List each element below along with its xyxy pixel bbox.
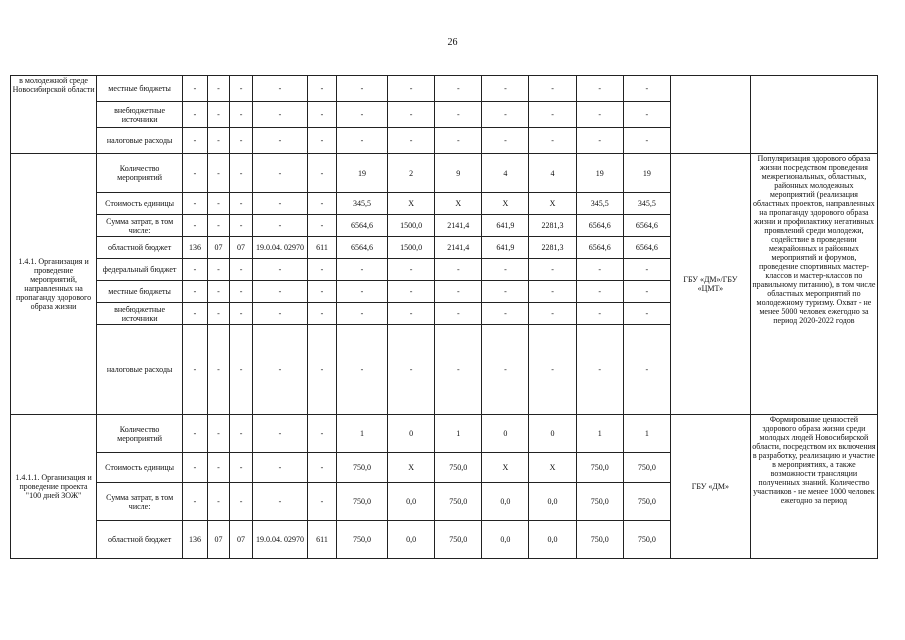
row-label-cell: налоговые расходы bbox=[97, 325, 183, 415]
value-cell: 611 bbox=[308, 237, 337, 259]
value-cell: - bbox=[230, 102, 253, 128]
value-cell: - bbox=[336, 325, 387, 415]
value-cell: - bbox=[529, 325, 576, 415]
value-cell: - bbox=[183, 453, 208, 483]
value-cell: 0,0 bbox=[482, 521, 529, 559]
value-cell: - bbox=[336, 128, 387, 154]
value-cell: - bbox=[308, 453, 337, 483]
value-cell: 4 bbox=[482, 154, 529, 193]
value-cell: - bbox=[183, 128, 208, 154]
value-cell: 750,0 bbox=[435, 483, 482, 521]
value-cell: - bbox=[308, 483, 337, 521]
value-cell: - bbox=[207, 483, 230, 521]
row-label-cell: федеральный бюджет bbox=[97, 259, 183, 281]
row-label-cell: внебюджетные источники bbox=[97, 102, 183, 128]
value-cell: - bbox=[388, 76, 435, 102]
event-name-cell: в молодежной среде Новосибирской области bbox=[11, 76, 97, 154]
value-cell: 6564,6 bbox=[576, 237, 623, 259]
row-label-cell: внебюджетные источники bbox=[97, 303, 183, 325]
value-cell: - bbox=[252, 325, 307, 415]
value-cell: - bbox=[623, 325, 670, 415]
value-cell: - bbox=[207, 259, 230, 281]
value-cell: 136 bbox=[183, 237, 208, 259]
value-cell: 750,0 bbox=[623, 453, 670, 483]
value-cell: 1 bbox=[435, 415, 482, 453]
value-cell: - bbox=[252, 154, 307, 193]
value-cell: - bbox=[183, 76, 208, 102]
value-cell: - bbox=[435, 281, 482, 303]
value-cell: 750,0 bbox=[336, 483, 387, 521]
value-cell: 1500,0 bbox=[388, 215, 435, 237]
value-cell: 136 bbox=[183, 521, 208, 559]
table-row bbox=[11, 415, 878, 453]
value-cell: - bbox=[529, 102, 576, 128]
value-cell: - bbox=[207, 76, 230, 102]
value-cell: 750,0 bbox=[623, 521, 670, 559]
value-cell: 345,5 bbox=[576, 193, 623, 215]
value-cell: - bbox=[388, 128, 435, 154]
value-cell: - bbox=[576, 325, 623, 415]
value-cell: X bbox=[529, 193, 576, 215]
value-cell: - bbox=[576, 281, 623, 303]
value-cell: 750,0 bbox=[623, 483, 670, 521]
row-label-cell: налоговые расходы bbox=[97, 128, 183, 154]
value-cell: 6564,6 bbox=[623, 237, 670, 259]
value-cell: 19.0.04. 02970 bbox=[252, 237, 307, 259]
value-cell: - bbox=[308, 76, 337, 102]
value-cell: - bbox=[207, 215, 230, 237]
budget-table bbox=[10, 75, 878, 559]
value-cell: - bbox=[230, 215, 253, 237]
value-cell: - bbox=[230, 76, 253, 102]
value-cell: - bbox=[183, 102, 208, 128]
value-cell: - bbox=[183, 415, 208, 453]
value-cell: 6564,6 bbox=[336, 215, 387, 237]
row-label-cell: областной бюджет bbox=[97, 237, 183, 259]
value-cell: - bbox=[482, 102, 529, 128]
value-cell: - bbox=[308, 259, 337, 281]
value-cell: X bbox=[388, 193, 435, 215]
value-cell: - bbox=[230, 415, 253, 453]
value-cell: 0,0 bbox=[388, 521, 435, 559]
value-cell: - bbox=[308, 193, 337, 215]
value-cell: - bbox=[207, 325, 230, 415]
value-cell: - bbox=[207, 102, 230, 128]
value-cell: 641,9 bbox=[482, 237, 529, 259]
row-label-cell: Количество мероприятий bbox=[97, 415, 183, 453]
value-cell: - bbox=[207, 303, 230, 325]
value-cell: 750,0 bbox=[435, 521, 482, 559]
value-cell: 19 bbox=[336, 154, 387, 193]
value-cell: - bbox=[388, 259, 435, 281]
value-cell: - bbox=[252, 483, 307, 521]
row-label-cell: Стоимость единицы bbox=[97, 193, 183, 215]
value-cell: - bbox=[482, 325, 529, 415]
expected-result-cell bbox=[750, 76, 877, 154]
row-label-cell: Количество мероприятий bbox=[97, 154, 183, 193]
value-cell: - bbox=[482, 76, 529, 102]
value-cell: X bbox=[388, 453, 435, 483]
value-cell: - bbox=[308, 154, 337, 193]
value-cell: 07 bbox=[207, 237, 230, 259]
row-label-cell: Сумма затрат, в том числе: bbox=[97, 215, 183, 237]
value-cell: - bbox=[336, 303, 387, 325]
value-cell: - bbox=[252, 415, 307, 453]
value-cell: - bbox=[308, 102, 337, 128]
value-cell: - bbox=[252, 303, 307, 325]
value-cell: 750,0 bbox=[576, 453, 623, 483]
value-cell: - bbox=[207, 154, 230, 193]
value-cell: 07 bbox=[230, 237, 253, 259]
value-cell: - bbox=[482, 259, 529, 281]
value-cell: - bbox=[623, 303, 670, 325]
value-cell: - bbox=[308, 215, 337, 237]
value-cell: - bbox=[230, 193, 253, 215]
value-cell: 07 bbox=[207, 521, 230, 559]
value-cell: - bbox=[252, 259, 307, 281]
value-cell: 345,5 bbox=[336, 193, 387, 215]
value-cell: - bbox=[388, 281, 435, 303]
value-cell: - bbox=[308, 325, 337, 415]
value-cell: 2281,3 bbox=[529, 215, 576, 237]
value-cell: 641,9 bbox=[482, 215, 529, 237]
value-cell: - bbox=[336, 76, 387, 102]
value-cell: 2141,4 bbox=[435, 215, 482, 237]
value-cell: 750,0 bbox=[336, 521, 387, 559]
value-cell: X bbox=[482, 193, 529, 215]
value-cell: - bbox=[623, 259, 670, 281]
row-label-cell: областной бюджет bbox=[97, 521, 183, 559]
value-cell: 1 bbox=[623, 415, 670, 453]
value-cell: 0,0 bbox=[388, 483, 435, 521]
value-cell: - bbox=[230, 154, 253, 193]
value-cell: 19.0.04. 02970 bbox=[252, 521, 307, 559]
value-cell: 6564,6 bbox=[336, 237, 387, 259]
value-cell: 345,5 bbox=[623, 193, 670, 215]
event-name-cell: 1.4.1.1. Организация и проведение проекта "100 дней ЗОЖ" bbox=[11, 415, 97, 559]
executor-cell bbox=[670, 76, 750, 154]
value-cell: - bbox=[230, 325, 253, 415]
value-cell: - bbox=[435, 76, 482, 102]
value-cell: 6564,6 bbox=[576, 215, 623, 237]
value-cell: 750,0 bbox=[576, 521, 623, 559]
value-cell: 19 bbox=[576, 154, 623, 193]
value-cell: - bbox=[482, 281, 529, 303]
value-cell: 1500,0 bbox=[388, 237, 435, 259]
value-cell: - bbox=[207, 415, 230, 453]
value-cell: - bbox=[529, 76, 576, 102]
value-cell: - bbox=[183, 483, 208, 521]
value-cell: - bbox=[576, 259, 623, 281]
value-cell: - bbox=[576, 102, 623, 128]
value-cell: 750,0 bbox=[336, 453, 387, 483]
value-cell: 0,0 bbox=[529, 483, 576, 521]
value-cell: - bbox=[482, 303, 529, 325]
value-cell: 750,0 bbox=[576, 483, 623, 521]
value-cell: - bbox=[435, 303, 482, 325]
value-cell: - bbox=[435, 102, 482, 128]
value-cell: X bbox=[435, 193, 482, 215]
value-cell: - bbox=[230, 453, 253, 483]
value-cell: - bbox=[183, 303, 208, 325]
value-cell: - bbox=[230, 303, 253, 325]
value-cell: - bbox=[252, 453, 307, 483]
value-cell: - bbox=[435, 259, 482, 281]
value-cell: 2 bbox=[388, 154, 435, 193]
value-cell: - bbox=[308, 281, 337, 303]
value-cell: 9 bbox=[435, 154, 482, 193]
value-cell: - bbox=[183, 259, 208, 281]
value-cell: - bbox=[623, 76, 670, 102]
executor-cell: ГБУ «ДМ» bbox=[670, 415, 750, 559]
value-cell: 611 bbox=[308, 521, 337, 559]
value-cell: - bbox=[252, 102, 307, 128]
value-cell: 2281,3 bbox=[529, 237, 576, 259]
value-cell: - bbox=[529, 128, 576, 154]
page-number: 26 bbox=[447, 37, 458, 48]
value-cell: 6564,6 bbox=[623, 215, 670, 237]
value-cell: - bbox=[183, 154, 208, 193]
value-cell: - bbox=[308, 128, 337, 154]
value-cell: 1 bbox=[336, 415, 387, 453]
value-cell: - bbox=[252, 76, 307, 102]
value-cell: - bbox=[388, 102, 435, 128]
value-cell: - bbox=[482, 128, 529, 154]
value-cell: 4 bbox=[529, 154, 576, 193]
value-cell: 0 bbox=[388, 415, 435, 453]
value-cell: 0 bbox=[529, 415, 576, 453]
value-cell: - bbox=[183, 281, 208, 303]
row-label-cell: Стоимость единицы bbox=[97, 453, 183, 483]
value-cell: - bbox=[336, 259, 387, 281]
row-label-cell: Сумма затрат, в том числе: bbox=[97, 483, 183, 521]
value-cell: - bbox=[230, 483, 253, 521]
value-cell: - bbox=[207, 193, 230, 215]
value-cell: - bbox=[308, 303, 337, 325]
value-cell: - bbox=[252, 128, 307, 154]
expected-result-cell: Популяризация здорового образа жизни посредством проведения межрегиональных, областных, районных молодежных мероприятий (реализация областных проектов, направленных на пропаганду здорового образа жизни и профилактику негативных проявлений среди молодежи, содействие в проведении межрайонных и районных мероприятий и форумов, проведение спортивных мастер-классов и мастер-классов по правильному питанию), в том числе областных мероприятий по молодежному туризму. Охват - не менее 5000 человек ежегодно за период 2020-2022 годов bbox=[750, 154, 877, 415]
table-row bbox=[11, 154, 878, 193]
value-cell: - bbox=[308, 415, 337, 453]
value-cell: - bbox=[435, 128, 482, 154]
value-cell: - bbox=[230, 128, 253, 154]
value-cell: - bbox=[529, 259, 576, 281]
value-cell: 0,0 bbox=[529, 521, 576, 559]
value-cell: 0 bbox=[482, 415, 529, 453]
table-row bbox=[11, 76, 878, 102]
value-cell: - bbox=[623, 102, 670, 128]
value-cell: - bbox=[252, 281, 307, 303]
value-cell: - bbox=[252, 193, 307, 215]
value-cell: - bbox=[183, 215, 208, 237]
value-cell: 750,0 bbox=[435, 453, 482, 483]
row-label-cell: местные бюджеты bbox=[97, 281, 183, 303]
value-cell: - bbox=[623, 281, 670, 303]
value-cell: - bbox=[336, 102, 387, 128]
value-cell: - bbox=[576, 303, 623, 325]
value-cell: - bbox=[252, 215, 307, 237]
value-cell: - bbox=[435, 325, 482, 415]
value-cell: - bbox=[529, 281, 576, 303]
value-cell: - bbox=[207, 281, 230, 303]
value-cell: - bbox=[207, 128, 230, 154]
value-cell: - bbox=[576, 76, 623, 102]
value-cell: 07 bbox=[230, 521, 253, 559]
value-cell: 1 bbox=[576, 415, 623, 453]
value-cell: 19 bbox=[623, 154, 670, 193]
row-label-cell: местные бюджеты bbox=[97, 76, 183, 102]
value-cell: - bbox=[529, 303, 576, 325]
value-cell: - bbox=[388, 325, 435, 415]
value-cell: - bbox=[183, 193, 208, 215]
value-cell: - bbox=[576, 128, 623, 154]
value-cell: - bbox=[388, 303, 435, 325]
value-cell: 0,0 bbox=[482, 483, 529, 521]
value-cell: 2141,4 bbox=[435, 237, 482, 259]
value-cell: X bbox=[482, 453, 529, 483]
value-cell: - bbox=[623, 128, 670, 154]
value-cell: - bbox=[183, 325, 208, 415]
value-cell: - bbox=[230, 259, 253, 281]
expected-result-cell: Формирование ценностей здорового образа жизни среди молодых людей Новосибирской области, посредством их включения в разработку, реализацию и участие в мероприятиях, а также возможности трансляции полученных знаний. Количество участников - не менее 1000 человек ежегодно за период bbox=[750, 415, 877, 559]
executor-cell: ГБУ «ДМ»/ГБУ «ЦМТ» bbox=[670, 154, 750, 415]
event-name-cell: 1.4.1. Организация и проведение мероприятий, направленных на пропаганду здорового образа жизни bbox=[11, 154, 97, 415]
value-cell: - bbox=[230, 281, 253, 303]
value-cell: - bbox=[207, 453, 230, 483]
value-cell: X bbox=[529, 453, 576, 483]
value-cell: - bbox=[336, 281, 387, 303]
